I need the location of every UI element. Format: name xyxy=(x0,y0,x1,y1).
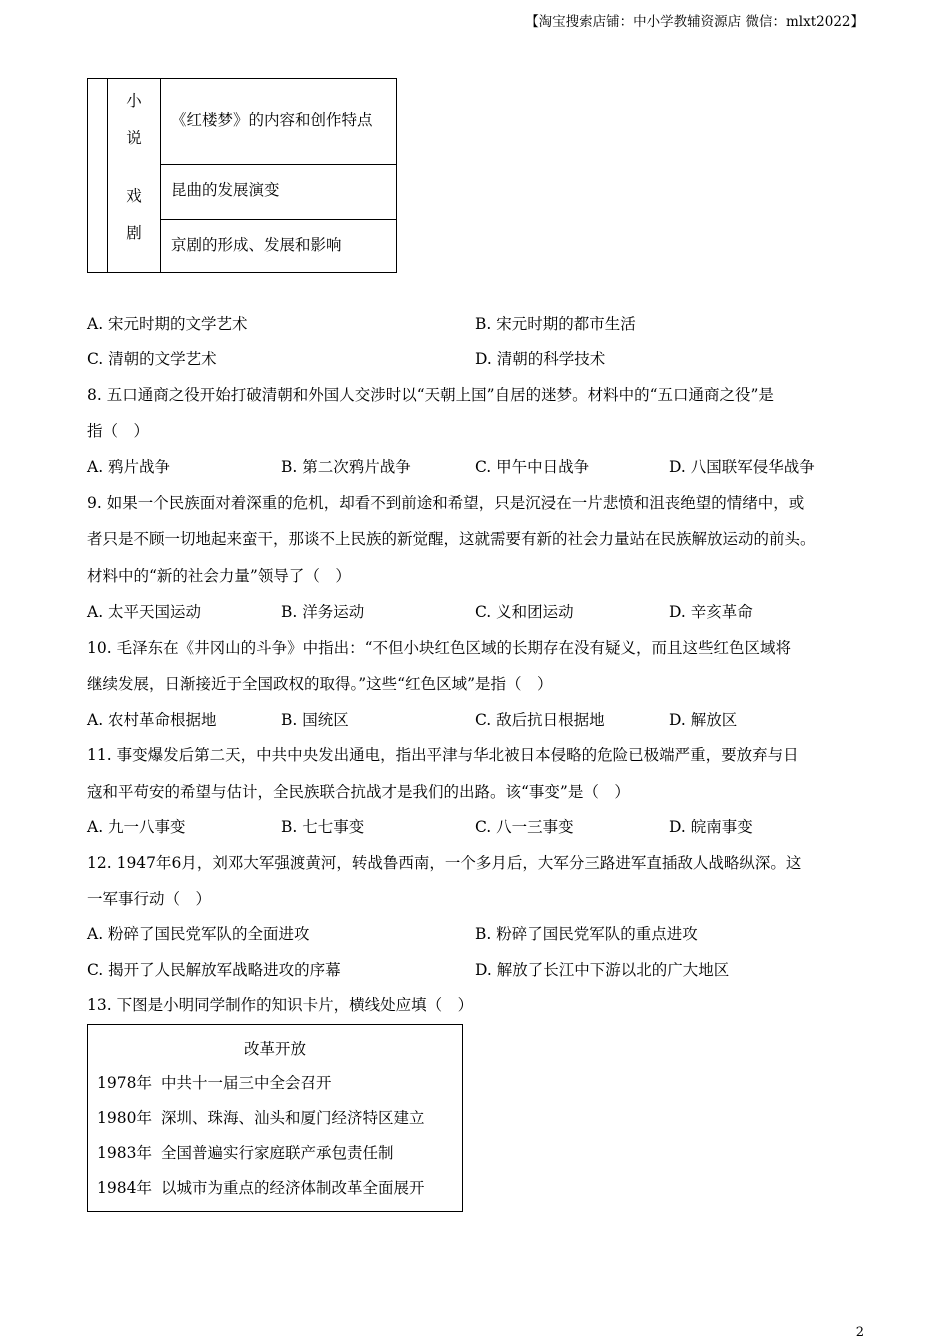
q10-option-b: B. 国统区 xyxy=(281,711,349,729)
card-row xyxy=(97,1176,425,1198)
q10-stem-line-2: 继续发展，日渐接近于全国政权的取得。”这些“红色区域”是指（ ） xyxy=(87,675,553,693)
q7-option-d: D. 清朝的科学技术 xyxy=(475,350,606,368)
novel-label-2: 说 xyxy=(126,129,142,147)
drama-label-2: 剧 xyxy=(126,224,142,242)
q9-stem-line-2: 者只是不顾一切地起来蛮干，那谈不上民族的新觉醒，这就需要有新的社会力量站在民族解放运动的前头。 xyxy=(87,530,816,548)
page-number: 2 xyxy=(855,1325,864,1340)
q12-stem-line-2: 一军事行动（ ） xyxy=(87,890,212,908)
novel-item: 《红楼梦》的内容和创作特点 xyxy=(171,111,373,129)
q8-option-b: B. 第二次鸦片战争 xyxy=(281,458,411,476)
card-row-year: 1984年 xyxy=(97,1179,152,1197)
q11-option-c: C. 八一三事变 xyxy=(475,818,574,836)
novel-label-1: 小 xyxy=(126,92,142,110)
q12-option-d: D. 解放了长江中下游以北的广大地区 xyxy=(475,961,730,979)
card-row-event: 深圳、珠海、汕头和厦门经济特区建立 xyxy=(161,1109,425,1127)
q12-option-c: C. 揭开了人民解放军战略进攻的序幕 xyxy=(87,961,341,979)
card-row xyxy=(97,1071,332,1093)
drama-label-1: 戏 xyxy=(126,187,142,205)
drama-item-kunqu: 昆曲的发展演变 xyxy=(171,181,280,199)
q7-option-c: C. 清朝的文学艺术 xyxy=(87,350,217,368)
q8-stem-line-1: 8. 五口通商之役开始打破清朝和外国人交涉时以“天朝上国”自居的迷梦。材料中的“五口通商之役”是 xyxy=(87,386,774,404)
q12-stem-line-1: 12. 1947年6月，刘邓大军强渡黄河，转战鲁西南，一个多月后，大军分三路进军直插敌人战略纵深。这 xyxy=(87,854,802,872)
table-divider xyxy=(160,219,396,220)
q8-stem-line-2: 指（ ） xyxy=(87,422,150,440)
card-row-event: 全国普遍实行家庭联产承包责任制 xyxy=(161,1144,394,1162)
page-header: 【淘宝搜索店铺：中小学教辅资源店 微信：mlxt2022】 xyxy=(525,14,864,30)
card-row-event: 中共十一届三中全会召开 xyxy=(161,1074,332,1092)
q9-option-a: A. 太平天国运动 xyxy=(87,603,202,621)
q11-option-d: D. 皖南事变 xyxy=(669,818,753,836)
knowledge-card xyxy=(87,1024,463,1212)
q11-stem-line-1: 11. 事变爆发后第二天，中共中央发出通电，指出平津与华北被日本侵略的危险已极端严重，要放弃与日 xyxy=(87,746,799,764)
table-divider xyxy=(160,164,396,165)
q10-option-d: D. 解放区 xyxy=(669,711,738,729)
q9-stem-line-3: 材料中的“新的社会力量”领导了（ ） xyxy=(87,567,351,585)
card-row xyxy=(97,1106,425,1128)
q8-option-d: D. 八国联军侵华战争 xyxy=(669,458,815,476)
literature-table xyxy=(87,78,397,273)
card-row xyxy=(97,1141,394,1163)
q9-option-c: C. 义和团运动 xyxy=(475,603,574,621)
q11-option-a: A. 九一八事变 xyxy=(87,818,186,836)
q9-stem-line-1: 9. 如果一个民族面对着深重的危机，却看不到前途和希望，只是沉浸在一片悲愤和沮丧绝望的情绪中，或 xyxy=(87,494,805,512)
q10-stem-line-1: 10. 毛泽东在《井冈山的斗争》中指出：“不但小块红色区域的长期存在没有疑义，而且这些红色区域将 xyxy=(87,639,792,657)
q10-option-a: A. 农村革命根据地 xyxy=(87,711,217,729)
table-left-strip xyxy=(88,79,108,272)
q11-option-b: B. 七七事变 xyxy=(281,818,365,836)
card-row-event: 以城市为重点的经济体制改革全面展开 xyxy=(161,1179,425,1197)
card-row-year: 1980年 xyxy=(97,1109,152,1127)
q8-option-a: A. 鸦片战争 xyxy=(87,458,171,476)
q13-stem: 13. 下图是小明同学制作的知识卡片，横线处应填（ ） xyxy=(87,996,474,1014)
q7-option-b: B. 宋元时期的都市生活 xyxy=(475,315,636,333)
drama-item-peking-opera: 京剧的形成、发展和影响 xyxy=(171,236,342,254)
q9-option-b: B. 洋务运动 xyxy=(281,603,365,621)
q9-option-d: D. 辛亥革命 xyxy=(669,603,753,621)
q12-option-a: A. 粉碎了国民党军队的全面进攻 xyxy=(87,925,310,943)
card-title: 改革开放 xyxy=(243,1040,306,1058)
q12-option-b: B. 粉碎了国民党军队的重点进攻 xyxy=(475,925,698,943)
card-row-year: 1978年 xyxy=(97,1074,152,1092)
card-row-year: 1983年 xyxy=(97,1144,152,1162)
q11-stem-line-2: 寇和平苟安的希望与估计，全民族联合抗战才是我们的出路。该“事变”是（ ） xyxy=(87,783,630,801)
q7-option-a: A. 宋元时期的文学艺术 xyxy=(87,315,248,333)
q10-option-c: C. 敌后抗日根据地 xyxy=(475,711,605,729)
q8-option-c: C. 甲午中日战争 xyxy=(475,458,590,476)
